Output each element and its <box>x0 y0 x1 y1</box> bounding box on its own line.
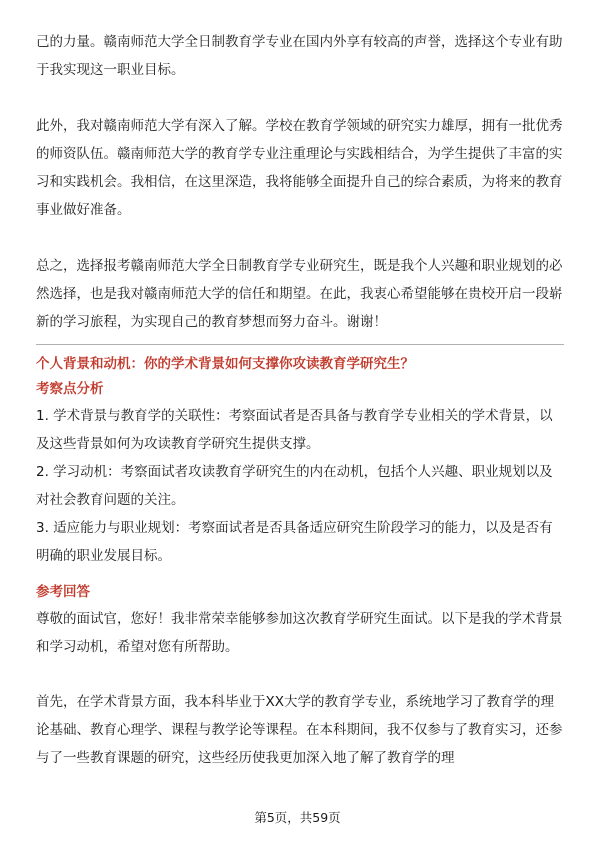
section-divider <box>36 344 564 345</box>
answer-paragraph-2: 首先，在学术背景方面，我本科毕业于XX大学的教育学专业，系统地学习了教育学的理论基础、教育心理学、课程与教学论等课程。在本科期间，我不仅参与了教育实习，还参与了一些教育课题的研究，这些经历使我更加深入地了解了教育学的理 <box>36 694 563 766</box>
analysis-point-2: 2. 学习动机：考察面试者攻读教育学研究生的内在动机，包括个人兴趣、职业规划以及对社会教育问题的关注。 <box>36 464 553 508</box>
analysis-point-3: 3. 适应能力与职业规划：考察面试者是否具备适应研究生阶段学习的能力，以及是否有明确的职业发展目标。 <box>36 520 553 564</box>
interview-question: 个人背景和动机：你的学术背景如何支撑你攻读教育学研究生？ <box>36 356 414 372</box>
analysis-heading: 考察点分析 <box>36 381 104 397</box>
answer-paragraph-1: 尊敬的面试官，您好！我非常荣幸能够参加这次教育学研究生面试。以下是我的学术背景和学习动机，希望对您有所帮助。 <box>36 611 563 655</box>
paragraph-gap <box>36 661 564 688</box>
paragraph-gap <box>36 84 564 112</box>
page-number: 第5页，共59页 <box>254 810 341 825</box>
intro-paragraph-2: 此外，我对赣南师范大学有深入了解。学校在教育学领域的研究实力雄厚，拥有一批优秀的师资队伍。赣南师范大学的教育学专业注重理论与实践相结合，为学生提供了丰富的实习和实践机会。我相信，在这里深造，我将能够全面提升自己的综合素质，为将来的教育事业做好准备。 <box>36 118 563 218</box>
analysis-point-1: 1. 学术背景与教育学的关联性：考察面试者是否具备与教育学专业相关的学术背景，以及这些背景如何为攻读教育学研究生提供支撑。 <box>36 408 553 452</box>
answer-heading: 参考回答 <box>36 584 90 600</box>
document-page <box>36 28 564 772</box>
intro-paragraph-3: 总之，选择报考赣南师范大学全日制教育学专业研究生，既是我个人兴趣和职业规划的必然选择，也是我对赣南师范大学的信任和期望。在此，我衷心希望能够在贵校开启一段崭新的学习旅程，为实现自己的教育梦想而努力奋斗。谢谢！ <box>36 258 563 330</box>
paragraph-gap <box>36 224 564 252</box>
intro-paragraph-1: 己的力量。赣南师范大学全日制教育学专业在国内外享有较高的声誉，选择这个专业有助于我实现这一职业目标。 <box>36 34 563 78</box>
section-gap <box>36 570 564 580</box>
